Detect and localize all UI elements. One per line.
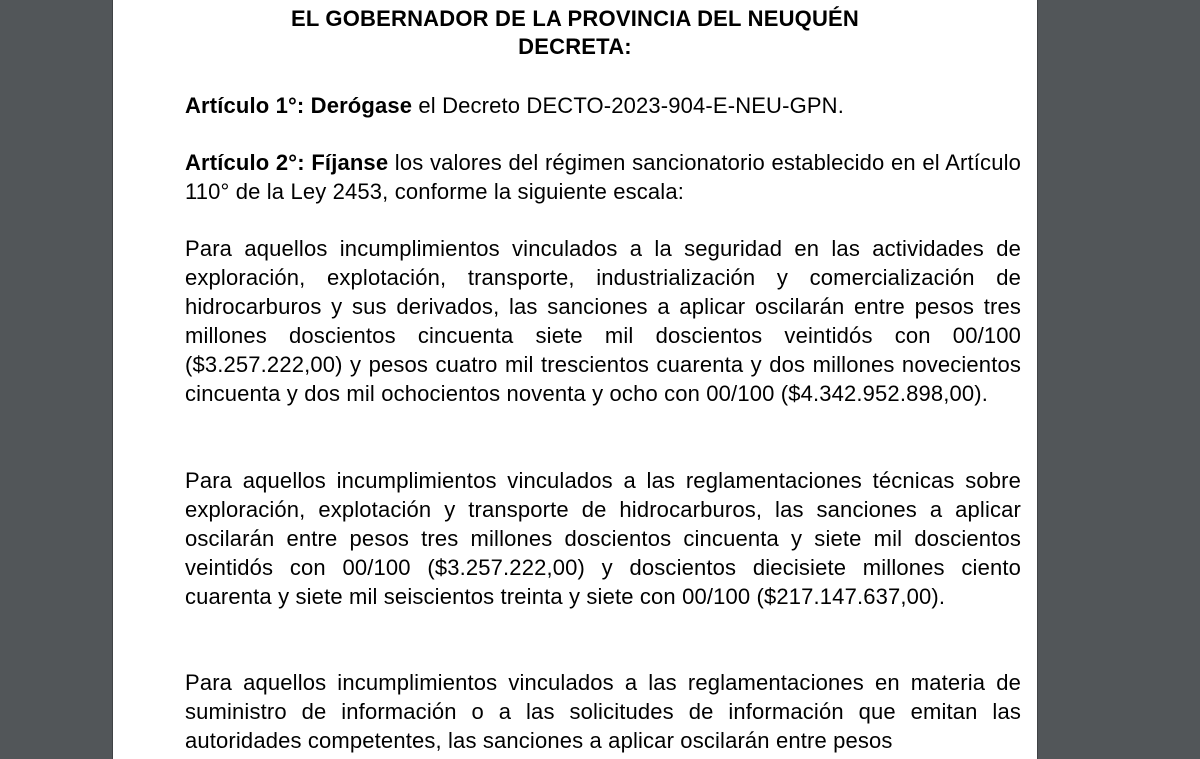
article-1-label: Artículo 1°:	[185, 93, 305, 118]
decree-heading: DECRETA:	[518, 34, 632, 59]
article-2-text: los valores del régimen sancionatorio establecido en el Artículo 110° de la Ley 2453, conforme la siguiente escala:	[185, 150, 1022, 204]
article-1	[185, 91, 1021, 120]
sanction-paragraph-safety: Para aquellos incumplimientos vinculados a la seguridad en las actividades de exploración, explotación, transporte, industrialización y comercialización de hidrocarburos y sus derivados, las sanciones a aplicar oscilarán entre pesos tres millones doscientos cincuenta siete mil doscientos veintidós con 00/100 ($3.257.222,00) y pesos cuatro mil trescientos cuarenta y dos millones novecientos cincuenta y dos mil ochocientos noventa y ocho con 00/100 ($4.342.952.898,00).	[185, 236, 1021, 406]
decree-authority-heading: EL GOBERNADOR DE LA PROVINCIA DEL NEUQUÉN	[290, 6, 860, 31]
sanction-paragraph-technical: Para aquellos incumplimientos vinculados a las reglamentaciones técnicas sobre exploración, explotación y transporte de hidrocarburos, las sanciones a aplicar oscilarán entre pesos tres millones doscientos cincuenta y siete mil doscientos veintidós con 00/100 ($3.257.222,00) y doscientos diecisiete millones ciento cuarenta y siete mil seiscientos treinta y siete con 00/100 ($217.147.637,00).	[185, 468, 1021, 609]
article-2-keyword: Fíjanse	[311, 150, 389, 175]
article-2	[185, 148, 1021, 206]
page-right-edge	[1037, 0, 1038, 759]
sanction-paragraph-information: Para aquellos incumplimientos vinculados a las reglamentaciones en materia de suministro de información o a las solicitudes de información que emitan las autoridades competentes, las sanciones a aplicar oscilarán entre pesos	[185, 670, 1021, 753]
document-page	[113, 0, 1037, 759]
article-1-text: el Decreto DECTO-2023-904-E-NEU-GPN.	[412, 93, 844, 118]
article-2-label: Artículo 2°:	[185, 150, 305, 175]
article-1-keyword: Derógase	[310, 93, 413, 118]
